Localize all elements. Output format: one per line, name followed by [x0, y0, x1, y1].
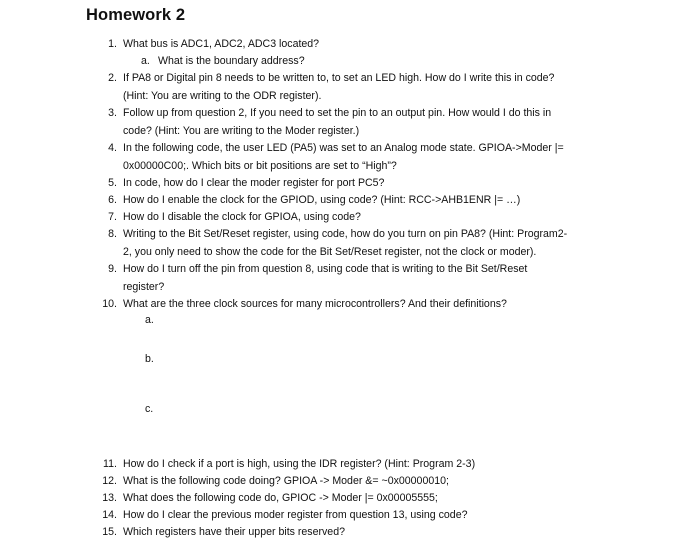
- question-4: [108, 140, 564, 175]
- question-text-line: code? (Hint: You are writing to the Moder register.): [123, 124, 360, 137]
- question-number: 8.: [108, 228, 117, 240]
- question-1: [108, 36, 320, 54]
- question-number: 3.: [108, 107, 117, 119]
- question-number: 6.: [108, 194, 117, 206]
- page-title: Homework 2: [86, 6, 186, 24]
- answer-slot-c: [145, 401, 153, 419]
- question-2: [108, 70, 555, 105]
- question-number: 2.: [108, 72, 117, 84]
- subquestion-letter: a.: [145, 314, 154, 326]
- question-number: 15.: [102, 526, 117, 538]
- subquestion-letter: a.: [141, 55, 150, 67]
- question-text-line: How do I enable the clock for the GPIOD, using code? (Hint: RCC->AHB1ENR |= …): [123, 194, 521, 206]
- question-13: [102, 490, 438, 508]
- question-number: 12.: [102, 475, 117, 487]
- question-14: [102, 507, 468, 525]
- question-number: 4.: [108, 142, 117, 154]
- question-text-line: Writing to the Bit Set/Reset register, using code, how do you turn on pin PA8? (Hint: Program2-: [123, 228, 568, 240]
- question-text-line: What does the following code do, GPIOC -> Moder |= 0x00005555;: [123, 492, 438, 504]
- question-number: 13.: [102, 492, 117, 504]
- question-12: [102, 473, 449, 491]
- question-text-line: (Hint: You are writing to the ODR register).: [123, 89, 322, 102]
- question-text-line: If PA8 or Digital pin 8 needs to be written to, to set an LED high. How do I write this in code?: [123, 72, 555, 84]
- question-text-line: How do I turn off the pin from question 8, using code that is writing to the Bit Set/Reset: [123, 263, 528, 275]
- question-6: [108, 192, 521, 210]
- question-9: [108, 261, 528, 296]
- question-1a: [141, 53, 305, 71]
- question-number: 14.: [102, 509, 117, 521]
- question-3: [108, 105, 552, 140]
- question-text-line: In the following code, the user LED (PA5) was set to an Analog mode state. GPIOA->Moder |=: [123, 142, 564, 154]
- question-text-line: 0x00000C00;. Which bits or bit positions are set to “High”?: [123, 159, 397, 172]
- question-text-line: 2, you only need to show the code for the Bit Set/Reset register, not the clock or moder).: [123, 245, 537, 258]
- question-text-line: What is the following code doing? GPIOA -> Moder &= ~0x00000010;: [123, 475, 449, 487]
- question-8: [108, 226, 568, 261]
- question-text-line: register?: [123, 280, 165, 293]
- question-text-line: In code, how do I clear the moder register for port PC5?: [123, 177, 385, 189]
- question-11: [103, 456, 476, 474]
- question-10: [102, 296, 507, 314]
- answer-slot-b: [145, 351, 154, 369]
- question-number: 7.: [108, 211, 117, 223]
- question-text-line: Which registers have their upper bits reserved?: [123, 526, 345, 538]
- answer-slot-a: [145, 312, 154, 330]
- question-5: [108, 175, 385, 193]
- question-number: 1.: [108, 38, 117, 50]
- question-text-line: What bus is ADC1, ADC2, ADC3 located?: [123, 38, 320, 50]
- question-text-line: How do I disable the clock for GPIOA, using code?: [123, 211, 361, 223]
- question-number: 5.: [108, 177, 117, 189]
- question-7: [108, 209, 361, 227]
- question-text-line: How do I clear the previous moder register from question 13, using code?: [123, 509, 468, 521]
- subquestion-letter: c.: [145, 403, 154, 415]
- question-number: 9.: [108, 263, 117, 275]
- question-text-line: Follow up from question 2, If you need to set the pin to an output pin. How would I do this in: [123, 107, 552, 119]
- question-text-line: How do I check if a port is high, using the IDR register? (Hint: Program 2-3): [123, 458, 476, 470]
- subquestion-letter: b.: [145, 353, 154, 365]
- subquestion-text: What is the boundary address?: [157, 55, 305, 67]
- question-number: 10.: [102, 298, 117, 310]
- question-number: 11.: [103, 458, 117, 470]
- question-15: [102, 524, 345, 542]
- question-text-line: What are the three clock sources for many microcontrollers? And their definitions?: [123, 298, 507, 310]
